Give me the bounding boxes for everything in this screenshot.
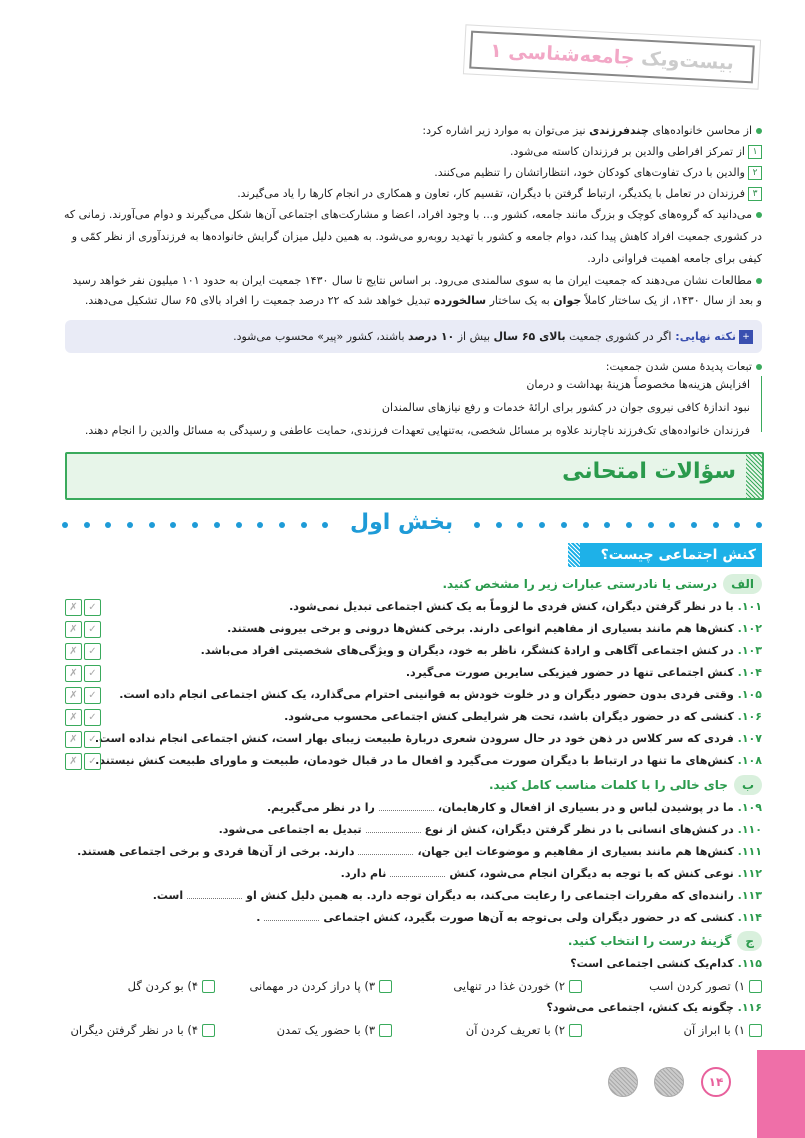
dot-decoration <box>713 522 719 528</box>
dot-decoration <box>539 522 545 528</box>
intro-line <box>434 164 762 182</box>
logo-part1: بیست‌ویک <box>640 47 735 75</box>
text-segment: باشند، کشور «پیر» محسوب می‌شود. <box>233 330 409 343</box>
question-text: با در نظر گرفتن دیگران، کنش فردی ما لزوماً به یک کنش اجتماعی تبدیل نمی‌شود. <box>289 600 738 613</box>
question-number: ۱۰۹. <box>737 801 762 814</box>
mcq-question <box>570 955 762 973</box>
true-checkbox[interactable]: ✓ <box>84 753 101 770</box>
bullet-icon <box>756 364 762 370</box>
dot-decoration <box>648 522 654 528</box>
exam-title: سؤالات امتحانی <box>562 459 736 484</box>
item-number: ۱ <box>748 145 762 159</box>
branch-line <box>755 376 762 432</box>
true-false-item <box>95 730 762 748</box>
fill-blank-item <box>267 799 762 817</box>
question-text-before: کنشی که در حضور دیگران ولی بی‌توجه به آن‌ها صورت بگیرد، کنش اجتماعی <box>323 911 738 924</box>
bullet-icon <box>756 128 762 134</box>
question-text-after: را در نظر می‌گیریم. <box>266 801 375 814</box>
blank-input[interactable] <box>366 832 421 833</box>
text-segment: از محاسن خانواده‌های <box>648 124 752 137</box>
text-segment: اگر در کشوری جمعیت <box>565 330 672 343</box>
question-text: وقتی فردی بدون حضور دیگران و در خلوت خودش به قوانینی احترام می‌گذارد، یک کنش اجتماعی انجام داده است. <box>119 688 738 701</box>
true-false-boxes <box>65 709 101 726</box>
logo-part2: جامعه‌شناسی ۱ <box>489 39 636 70</box>
mcq-option[interactable] <box>453 977 582 995</box>
blank-input[interactable] <box>390 876 445 877</box>
mcq-option[interactable] <box>70 1021 215 1039</box>
question-text: کنش‌های ما تنها در ارتباط با دیگران صورت می‌گیرد و افعال ما در قبال خودمان، طبیعت و ماورای طبیعت کنش نیستند. <box>95 754 738 767</box>
hatch-decoration <box>568 543 580 567</box>
question-text-after: است. <box>152 889 184 902</box>
dot-decoration <box>170 522 176 528</box>
fill-blank-item <box>219 821 762 839</box>
question-number: ۱۱۴. <box>737 911 762 924</box>
question-text: کنش‌ها هم مانند بسیاری از مفاهیم انواعی دارند. برخی کنش‌ها درونی و برخی بیرونی هستند. <box>227 622 738 635</box>
blank-input[interactable] <box>358 854 413 855</box>
option-label: ۱) با ابراز آن <box>683 1023 745 1037</box>
question-number: ۱۱۰. <box>737 823 762 836</box>
text-segment: می‌دانید که گروه‌های کوچک و بزرگ مانند جامعه، کشور و... با وجود افراد، اعضا و مشارکت‌های اجتماعی آن‌ها شکل می‌گیرند و دوام می‌آورند. زمانی که <box>64 208 752 221</box>
question-text: کدام‌یک کنشی اجتماعی است؟ <box>570 957 738 970</box>
dot-decoration <box>604 522 610 528</box>
hatched-circle-decoration <box>654 1067 684 1097</box>
dot-decoration <box>756 522 762 528</box>
intro-line <box>72 228 762 246</box>
text-segment: بیش از <box>454 330 494 343</box>
false-checkbox[interactable]: ✗ <box>65 665 82 682</box>
dot-decoration <box>734 522 740 528</box>
true-checkbox[interactable]: ✓ <box>84 709 101 726</box>
true-false-boxes <box>65 621 101 638</box>
option-label: ۳) پا دراز کردن در مهمانی <box>249 979 375 993</box>
false-checkbox[interactable]: ✗ <box>65 621 82 638</box>
question-number: ۱۱۶. <box>737 1001 762 1014</box>
question-text-before: ما در پوشیدن لباس و در بسیاری از افعال و کارهایمان، <box>437 801 738 814</box>
consequences-title-text: تبعات پدیدهٔ مسن شدن جمعیت: <box>605 360 752 373</box>
blank-input[interactable] <box>187 898 242 899</box>
option-label: ۲) با تعریف کردن آن <box>465 1023 565 1037</box>
text-segment: در کشوری جمعیت افراد کاهش پیدا کند، دوام جامعه و کشور با تهدید روبه‌رو می‌شود. به همین دلیل میزان گرایش خانواده‌ها به فرزندآوری از نظر کمّی و <box>71 230 762 243</box>
mcq-option[interactable] <box>649 977 762 995</box>
question-number: ۱۰۴. <box>737 666 762 679</box>
fill-blank-item <box>341 865 762 883</box>
dot-decoration <box>192 522 198 528</box>
true-checkbox[interactable]: ✓ <box>84 731 101 748</box>
question-text-before: کنش‌ها هم مانند بسیاری از مفاهیم و موضوعات این جهان، <box>417 845 738 858</box>
consequences-title <box>606 358 762 376</box>
question-text: در کنش اجتماعی آگاهی و ارادهٔ کنشگر، ناظر به خود، دیگران و ویژگی‌های شخصیتی افراد می‌باشد. <box>200 644 738 657</box>
true-false-boxes <box>65 665 101 682</box>
exam-questions-header <box>65 452 764 500</box>
intro-line <box>510 143 762 161</box>
bullet-icon <box>756 212 762 218</box>
intro-line <box>73 272 762 290</box>
page-edge-tab <box>757 1050 805 1138</box>
true-false-item <box>406 664 762 682</box>
dot-decoration <box>84 522 90 528</box>
dot-decoration <box>517 522 523 528</box>
false-checkbox[interactable]: ✗ <box>65 599 82 616</box>
dot-decoration <box>583 522 589 528</box>
option-checkbox[interactable] <box>569 1024 582 1037</box>
blank-input[interactable] <box>379 810 434 811</box>
question-number: ۱۱۱. <box>737 845 762 858</box>
blank-input[interactable] <box>264 920 319 921</box>
dot-decoration <box>62 522 68 528</box>
hatched-circle-decoration <box>608 1067 638 1097</box>
book-logo <box>469 31 755 84</box>
option-label: ۳) با حضور یک تمدن <box>276 1023 375 1037</box>
mcq-option[interactable] <box>249 977 392 995</box>
text-segment: چندفرزندی <box>589 124 649 137</box>
question-text: کنشی که در حضور دیگران باشد، تحت هر شرایطی کنش اجتماعی محسوب می‌شود. <box>284 710 738 723</box>
item-number: ۳ <box>748 187 762 201</box>
section-c-heading <box>568 931 762 951</box>
text-segment: کیفی برای جامعه اهمیت فراوانی دارد. <box>587 252 762 265</box>
text-segment: جوان <box>553 294 582 307</box>
section-b-heading <box>489 775 762 795</box>
section-c-badge: ج <box>737 931 762 951</box>
intro-line <box>85 292 762 310</box>
false-checkbox[interactable]: ✗ <box>65 753 82 770</box>
true-checkbox[interactable]: ✓ <box>84 665 101 682</box>
dot-decoration <box>301 522 307 528</box>
dot-decoration <box>669 522 675 528</box>
dot-decoration <box>236 522 242 528</box>
dot-decoration <box>105 522 111 528</box>
dot-decoration <box>149 522 155 528</box>
topic-heading <box>568 543 762 567</box>
dot-decoration <box>127 522 133 528</box>
option-checkbox[interactable] <box>379 980 392 993</box>
section-a-heading <box>442 574 762 594</box>
item-number: ۲ <box>748 166 762 180</box>
mcq-option[interactable] <box>684 1021 762 1039</box>
consequence-item: فرزندان خانواده‌های تک‌فرزند ناچارند علاوه بر مسائل شخصی، به‌تنهایی تعهدات فرزندی، حمایت عاطفی و رسیدگی به مسائل والدین را انجام دهند. <box>84 424 750 437</box>
false-checkbox[interactable]: ✗ <box>65 731 82 748</box>
true-checkbox[interactable]: ✓ <box>84 687 101 704</box>
topic-title: کنش اجتماعی چیست؟ <box>600 547 756 563</box>
question-text-before: نوعی کنش که با توجه به دیگران انجام می‌شود، کنش <box>449 867 738 880</box>
option-label: ۱) تصور کردن اسب <box>649 979 745 993</box>
dot-decoration <box>561 522 567 528</box>
true-false-boxes <box>65 731 101 748</box>
true-false-item <box>201 642 762 660</box>
option-label: ۲) خوردن غذا در تنهایی <box>453 979 565 993</box>
question-text-before: در کنش‌های انسانی با در نظر گرفتن دیگران، کنش از نوع <box>424 823 738 836</box>
question-number: ۱۰۳. <box>737 644 762 657</box>
option-checkbox[interactable] <box>379 1024 392 1037</box>
true-checkbox[interactable]: ✓ <box>84 643 101 660</box>
text-segment: ۱۰ درصد <box>408 330 455 343</box>
mcq-question <box>546 999 762 1017</box>
question-number: ۱۰۱. <box>737 600 762 613</box>
question-number: ۱۱۲. <box>737 867 762 880</box>
option-checkbox[interactable] <box>202 1024 215 1037</box>
tip-text <box>233 328 753 346</box>
true-false-boxes <box>65 599 101 616</box>
section-c-title: گزینهٔ درست را انتخاب کنید. <box>567 934 732 948</box>
plus-icon: + <box>739 330 753 344</box>
true-false-boxes <box>65 687 101 704</box>
mcq-option[interactable] <box>277 1021 392 1039</box>
section-a-badge: الف <box>723 574 762 594</box>
question-text-before: راننده‌ای که مقررات اجتماعی را رعایت می‌کند، به دیگران توجه دارد. به همین دلیل کنش او <box>246 889 738 902</box>
intro-line <box>587 250 762 268</box>
true-false-item <box>95 752 762 770</box>
question-text-after: دارند. برخی از آن‌ها فردی و برخی اجتماعی هستند. <box>77 845 355 858</box>
bullet-icon <box>756 278 762 284</box>
mcq-option[interactable] <box>466 1021 582 1039</box>
section-a-title: درستی یا نادرستی عبارات زیر را مشخص کنید. <box>442 577 718 591</box>
text-segment: به یک ساختار <box>486 294 554 307</box>
text-segment: نیز می‌توان به موارد زیر اشاره کرد: <box>422 124 590 137</box>
section-b-title: جای خالی را با کلمات مناسب کامل کنید. <box>488 778 728 792</box>
section-b-badge: ب <box>734 775 762 795</box>
dot-decoration <box>474 522 480 528</box>
option-label: ۴) بو کردن گل <box>127 979 198 993</box>
part-title: بخش اول <box>340 510 463 535</box>
true-false-item <box>289 598 762 616</box>
intro-line <box>64 206 762 224</box>
dot-decoration <box>257 522 263 528</box>
text-segment: از تمرکز افراطی والدین بر فرزندان کاسته می‌شود. <box>509 145 745 158</box>
question-number: ۱۰۲. <box>737 622 762 635</box>
dot-decoration <box>214 522 220 528</box>
question-text-after: تبدیل به اجتماعی می‌شود. <box>218 823 362 836</box>
true-false-item <box>119 686 762 704</box>
consequence-item: افزایش هزینه‌ها مخصوصاً هزینهٔ بهداشت و درمان <box>526 378 750 391</box>
question-number: ۱۰۷. <box>737 732 762 745</box>
dot-decoration <box>279 522 285 528</box>
true-checkbox[interactable]: ✓ <box>84 599 101 616</box>
text-segment: فرزندان در تعامل با یکدیگر، ارتباط گرفتن با دیگران، تقسیم کار، تعاون و همکاری در انجام کارها را یاد می‌گیرند. <box>237 187 745 200</box>
false-checkbox[interactable]: ✗ <box>65 687 82 704</box>
option-checkbox[interactable] <box>569 980 582 993</box>
question-text-after: نام دارد. <box>340 867 387 880</box>
true-false-boxes <box>65 753 101 770</box>
text-segment: و بعد از سال ۱۴۳۰، از یک ساختار کاملاً <box>581 294 762 307</box>
false-checkbox[interactable]: ✗ <box>65 643 82 660</box>
hatch-decoration <box>746 454 762 498</box>
question-number: ۱۰۸. <box>737 754 762 767</box>
option-checkbox[interactable] <box>749 980 762 993</box>
question-text: کنش اجتماعی تنها در حضور فیزیکی سایرین صورت می‌گیرد. <box>405 666 738 679</box>
true-checkbox[interactable]: ✓ <box>84 621 101 638</box>
option-label: ۴) با در نظر گرفتن دیگران <box>70 1023 198 1037</box>
text-segment: سالخورده <box>433 294 487 307</box>
true-false-item <box>284 708 762 726</box>
option-checkbox[interactable] <box>202 980 215 993</box>
question-number: ۱۱۳. <box>737 889 762 902</box>
option-checkbox[interactable] <box>749 1024 762 1037</box>
fill-blank-item <box>256 909 762 927</box>
text-segment: نکته نهایی: <box>671 330 736 343</box>
intro-line <box>237 185 762 203</box>
intro-line <box>422 122 762 140</box>
question-number: ۱۱۵. <box>737 957 762 970</box>
false-checkbox[interactable]: ✗ <box>65 709 82 726</box>
question-text: چگونه یک کنش، اجتماعی می‌شود؟ <box>546 1001 738 1014</box>
dot-decoration <box>322 522 328 528</box>
fill-blank-item <box>77 843 762 861</box>
dot-decoration <box>691 522 697 528</box>
text-segment: والدین با درک تفاوت‌های کودکان خود، انتظاراتشان را تنظیم می‌کنند. <box>434 166 745 179</box>
fill-blank-item <box>153 887 762 905</box>
text-segment: بالای ۶۵ سال <box>493 330 566 343</box>
text-segment: تبدیل خواهد شد که ۲۲ درصد جمعیت را افراد بالای ۶۵ سال تشکیل می‌دهند. <box>84 294 434 307</box>
question-number: ۱۰۶. <box>737 710 762 723</box>
true-false-item <box>227 620 762 638</box>
question-number: ۱۰۵. <box>737 688 762 701</box>
mcq-option[interactable] <box>128 977 215 995</box>
question-text-after: . <box>256 911 261 924</box>
page-number: ۱۴ <box>701 1067 731 1097</box>
dot-decoration <box>626 522 632 528</box>
consequence-item: نبود اندازهٔ کافی نیروی جوان در کشور برای ارائهٔ خدمات و رفع نیازهای سالمندان <box>381 401 750 414</box>
question-text: فردی که سر کلاس در ذهن خود در حال سرودن شعری دربارهٔ طبیعت زیبای بهار است، کنش اجتماعی انجام نداده است. <box>94 732 738 745</box>
text-segment: مطالعات نشان می‌دهند که جمعیت ایران ما به سوی سالمندی می‌رود. بر اساس نتایج تا سال ۱۴۳۰ جمعیت ایران به حدود ۱۰۱ میلیون نفر خواهد رسید <box>72 274 752 287</box>
dot-decoration <box>496 522 502 528</box>
true-false-boxes <box>65 643 101 660</box>
